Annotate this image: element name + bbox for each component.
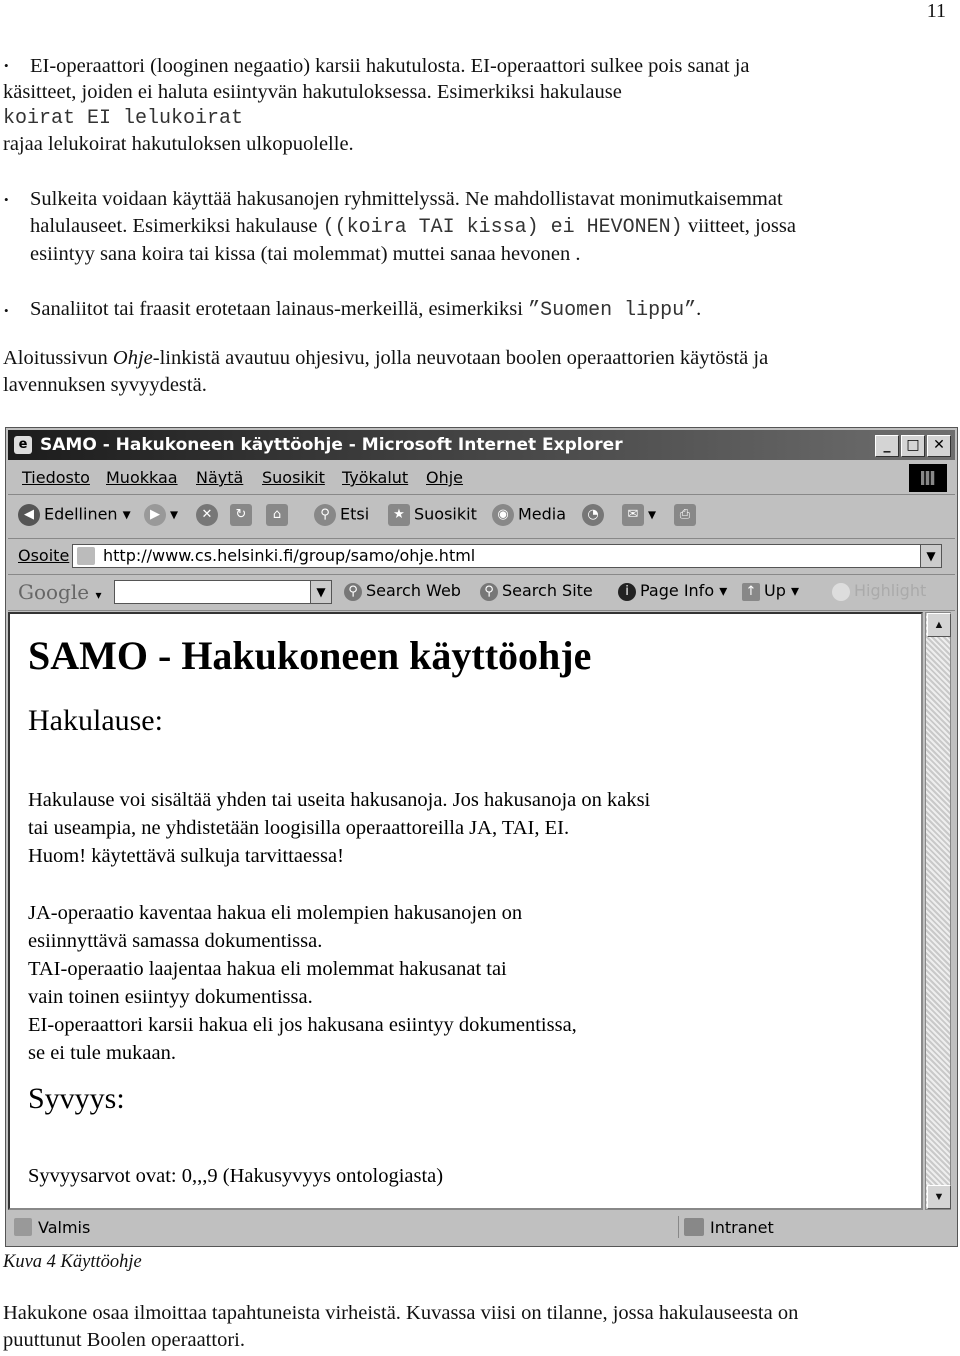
refresh-icon: ↻: [230, 504, 252, 526]
mail-button[interactable]: ✉ ▾: [622, 504, 656, 526]
body-text: JA-operaatio kaventaa hakua eli molempien hakusanojen on: [28, 902, 523, 924]
search-site-button[interactable]: ⚲ Search Site: [480, 581, 593, 601]
menu-bar: [8, 462, 955, 495]
google-dropdown-button[interactable]: ▼: [310, 581, 331, 603]
page-heading: SAMO - Hakukoneen käyttöohje: [28, 633, 592, 678]
ie-icon: e: [14, 436, 32, 454]
figure-caption: Kuva 4 Käyttöohje: [3, 1252, 142, 1272]
body-text: tai useampia, ne yhdistetään loogisilla operaattoreilla JA, TAI, EI.: [28, 817, 570, 839]
search-icon: ⚲: [314, 504, 336, 526]
status-page-icon: [14, 1218, 32, 1236]
forward-button[interactable]: ▶ ▾: [144, 504, 178, 526]
window-title: SAMO - Hakukoneen käyttöohje - Microsoft Internet Explorer: [40, 435, 623, 455]
menu-muokkaa[interactable]: Muokkaa: [106, 468, 178, 487]
status-zone: Intranet: [710, 1218, 774, 1237]
bullet-text: EI-operaattori (looginen negaatio) karsii hakutulosta. EI-operaattori sulkee pois sanat ja: [30, 55, 750, 77]
page-content: [8, 612, 923, 1210]
bullet-text: esiintyy sana koira tai kissa (tai molemmat) muttei sanaa hevonen .: [30, 243, 581, 265]
refresh-button[interactable]: [230, 504, 256, 526]
bullet-marker: •: [4, 192, 9, 207]
close-button[interactable]: ✕: [927, 435, 951, 457]
menu-nayta[interactable]: Näytä: [196, 468, 244, 487]
paragraph: puuttunut Boolen operaattori.: [3, 1329, 245, 1351]
address-bar: [8, 540, 955, 575]
favorites-button[interactable]: ★ Suosikit: [388, 504, 477, 526]
bullet-marker: •: [4, 58, 9, 73]
maximize-button[interactable]: □: [901, 435, 925, 457]
home-icon: ⌂: [266, 504, 288, 526]
scroll-up-button[interactable]: ▲: [927, 613, 951, 637]
body-text: Huom! käytettävä sulkuja tarvittaessa!: [28, 845, 344, 867]
folder-up-icon: ↑: [742, 583, 760, 601]
bullet-text: Sanaliitot tai fraasit erotetaan lainaus-merkeillä, esimerkiksi ”Suomen lippu”.: [30, 298, 702, 322]
binoculars-icon: ⚲: [344, 583, 362, 601]
up-button[interactable]: ↑ Up ▾: [742, 581, 799, 601]
mail-icon: ✉: [622, 504, 644, 526]
highlight-button[interactable]: Highlight: [832, 581, 926, 601]
bullet-text: Sulkeita voidaan käyttää hakusanojen ryhmittelyssä. Ne mahdollistavat monimutkaisemmat: [30, 188, 783, 210]
code-example: ”Suomen lippu”: [528, 299, 697, 322]
address-value: http://www.cs.helsinki.fi/group/samo/ohje.html: [103, 546, 476, 565]
body-text: TAI-operaatio laajentaa hakua eli molemmat hakusanat tai: [28, 958, 507, 980]
address-label: Osoite: [18, 546, 70, 565]
section-heading-hakulause: Hakulause:: [28, 704, 163, 737]
help-link-term: Ohje: [112, 347, 153, 369]
google-logo[interactable]: Google ▾: [18, 580, 102, 604]
bullet-text: rajaa lelukoirat hakutuloksen ulkopuolelle.: [3, 133, 354, 155]
history-icon: ◔: [582, 504, 604, 526]
paragraph: Aloitussivun Ohje-linkistä avautuu ohjesivu, jolla neuvotaan boolen operaattorien käytöstä ja: [3, 347, 769, 369]
paragraph: Hakukone osaa ilmoittaa tapahtuneista virheistä. Kuvassa viisi on tilanne, jossa hakulauseesta on: [3, 1302, 799, 1324]
page-icon: [77, 547, 95, 565]
section-heading-syvyys: Syvyys:: [28, 1082, 125, 1115]
star-icon: ★: [388, 504, 410, 526]
search-web-button[interactable]: ⚲ Search Web: [344, 581, 461, 601]
media-button[interactable]: ◉ Media: [492, 504, 566, 526]
info-icon: i: [618, 583, 636, 601]
code-example: ((koira TAI kissa) ei HEVONEN): [322, 216, 683, 239]
status-divider: [678, 1216, 679, 1238]
history-button[interactable]: [582, 504, 608, 526]
menu-suosikit[interactable]: Suosikit: [262, 468, 325, 487]
bullet-marker: •: [4, 303, 9, 318]
scroll-down-button[interactable]: ▼: [927, 1185, 951, 1209]
body-text: EI-operaattori karsii hakua eli jos hakusana esiintyy dokumentissa,: [28, 1014, 577, 1036]
menu-tyokalut[interactable]: Työkalut: [342, 468, 409, 487]
browser-screenshot: [5, 427, 958, 1247]
menu-ohje[interactable]: Ohje: [426, 468, 464, 487]
body-text: Hakulause voi sisältää yhden tai useita hakusanoja. Jos hakusanoja on kaksi: [28, 789, 651, 811]
highlighter-icon: [832, 583, 850, 601]
minimize-button[interactable]: _: [875, 435, 899, 457]
back-button[interactable]: ◀ Edellinen ▾: [18, 504, 131, 526]
windows-logo-icon: [909, 464, 947, 492]
forward-arrow-icon: ▶: [144, 504, 166, 526]
paragraph: lavennuksen syvyydestä.: [3, 374, 207, 396]
home-button[interactable]: [266, 504, 292, 526]
address-input[interactable]: [72, 544, 942, 568]
status-bar: [8, 1214, 955, 1242]
stop-icon: ✕: [196, 504, 218, 526]
google-toolbar: [8, 576, 955, 611]
title-bar: [8, 430, 955, 460]
code-example: koirat EI lelukoirat: [3, 107, 244, 130]
body-text: Syvyysarvot ovat: 0,,,9 (Hakusyvyys ontologiasta): [28, 1165, 444, 1187]
media-icon: ◉: [492, 504, 514, 526]
intranet-icon: [684, 1218, 704, 1236]
vertical-scrollbar[interactable]: [925, 612, 951, 1210]
page-number: 11: [926, 0, 946, 22]
search-site-icon: ⚲: [480, 583, 498, 601]
search-button[interactable]: ⚲ Etsi: [314, 504, 369, 526]
address-dropdown-button[interactable]: ▼: [920, 545, 941, 567]
status-text: Valmis: [38, 1218, 91, 1237]
print-button[interactable]: [674, 504, 700, 526]
body-text: vain toinen esiintyy dokumentissa.: [28, 986, 313, 1008]
bullet-text: halulauseet. Esimerkiksi hakulause ((koira TAI kissa) ei HEVONEN) viitteet, jossa: [30, 215, 796, 239]
google-search-input[interactable]: [114, 580, 332, 604]
bullet-text: käsitteet, joiden ei haluta esiintyvän hakutuloksessa. Esimerkiksi hakulause: [3, 81, 622, 103]
toolbar: [8, 496, 955, 539]
body-text: se ei tule mukaan.: [28, 1042, 177, 1064]
back-arrow-icon: ◀: [18, 504, 40, 526]
menu-tiedosto[interactable]: Tiedosto: [22, 468, 90, 487]
printer-icon: ⎙: [674, 504, 696, 526]
page-info-button[interactable]: i Page Info ▾: [618, 581, 727, 601]
body-text: esiinnyttävä samassa dokumentissa.: [28, 930, 323, 952]
stop-button[interactable]: [196, 504, 222, 526]
